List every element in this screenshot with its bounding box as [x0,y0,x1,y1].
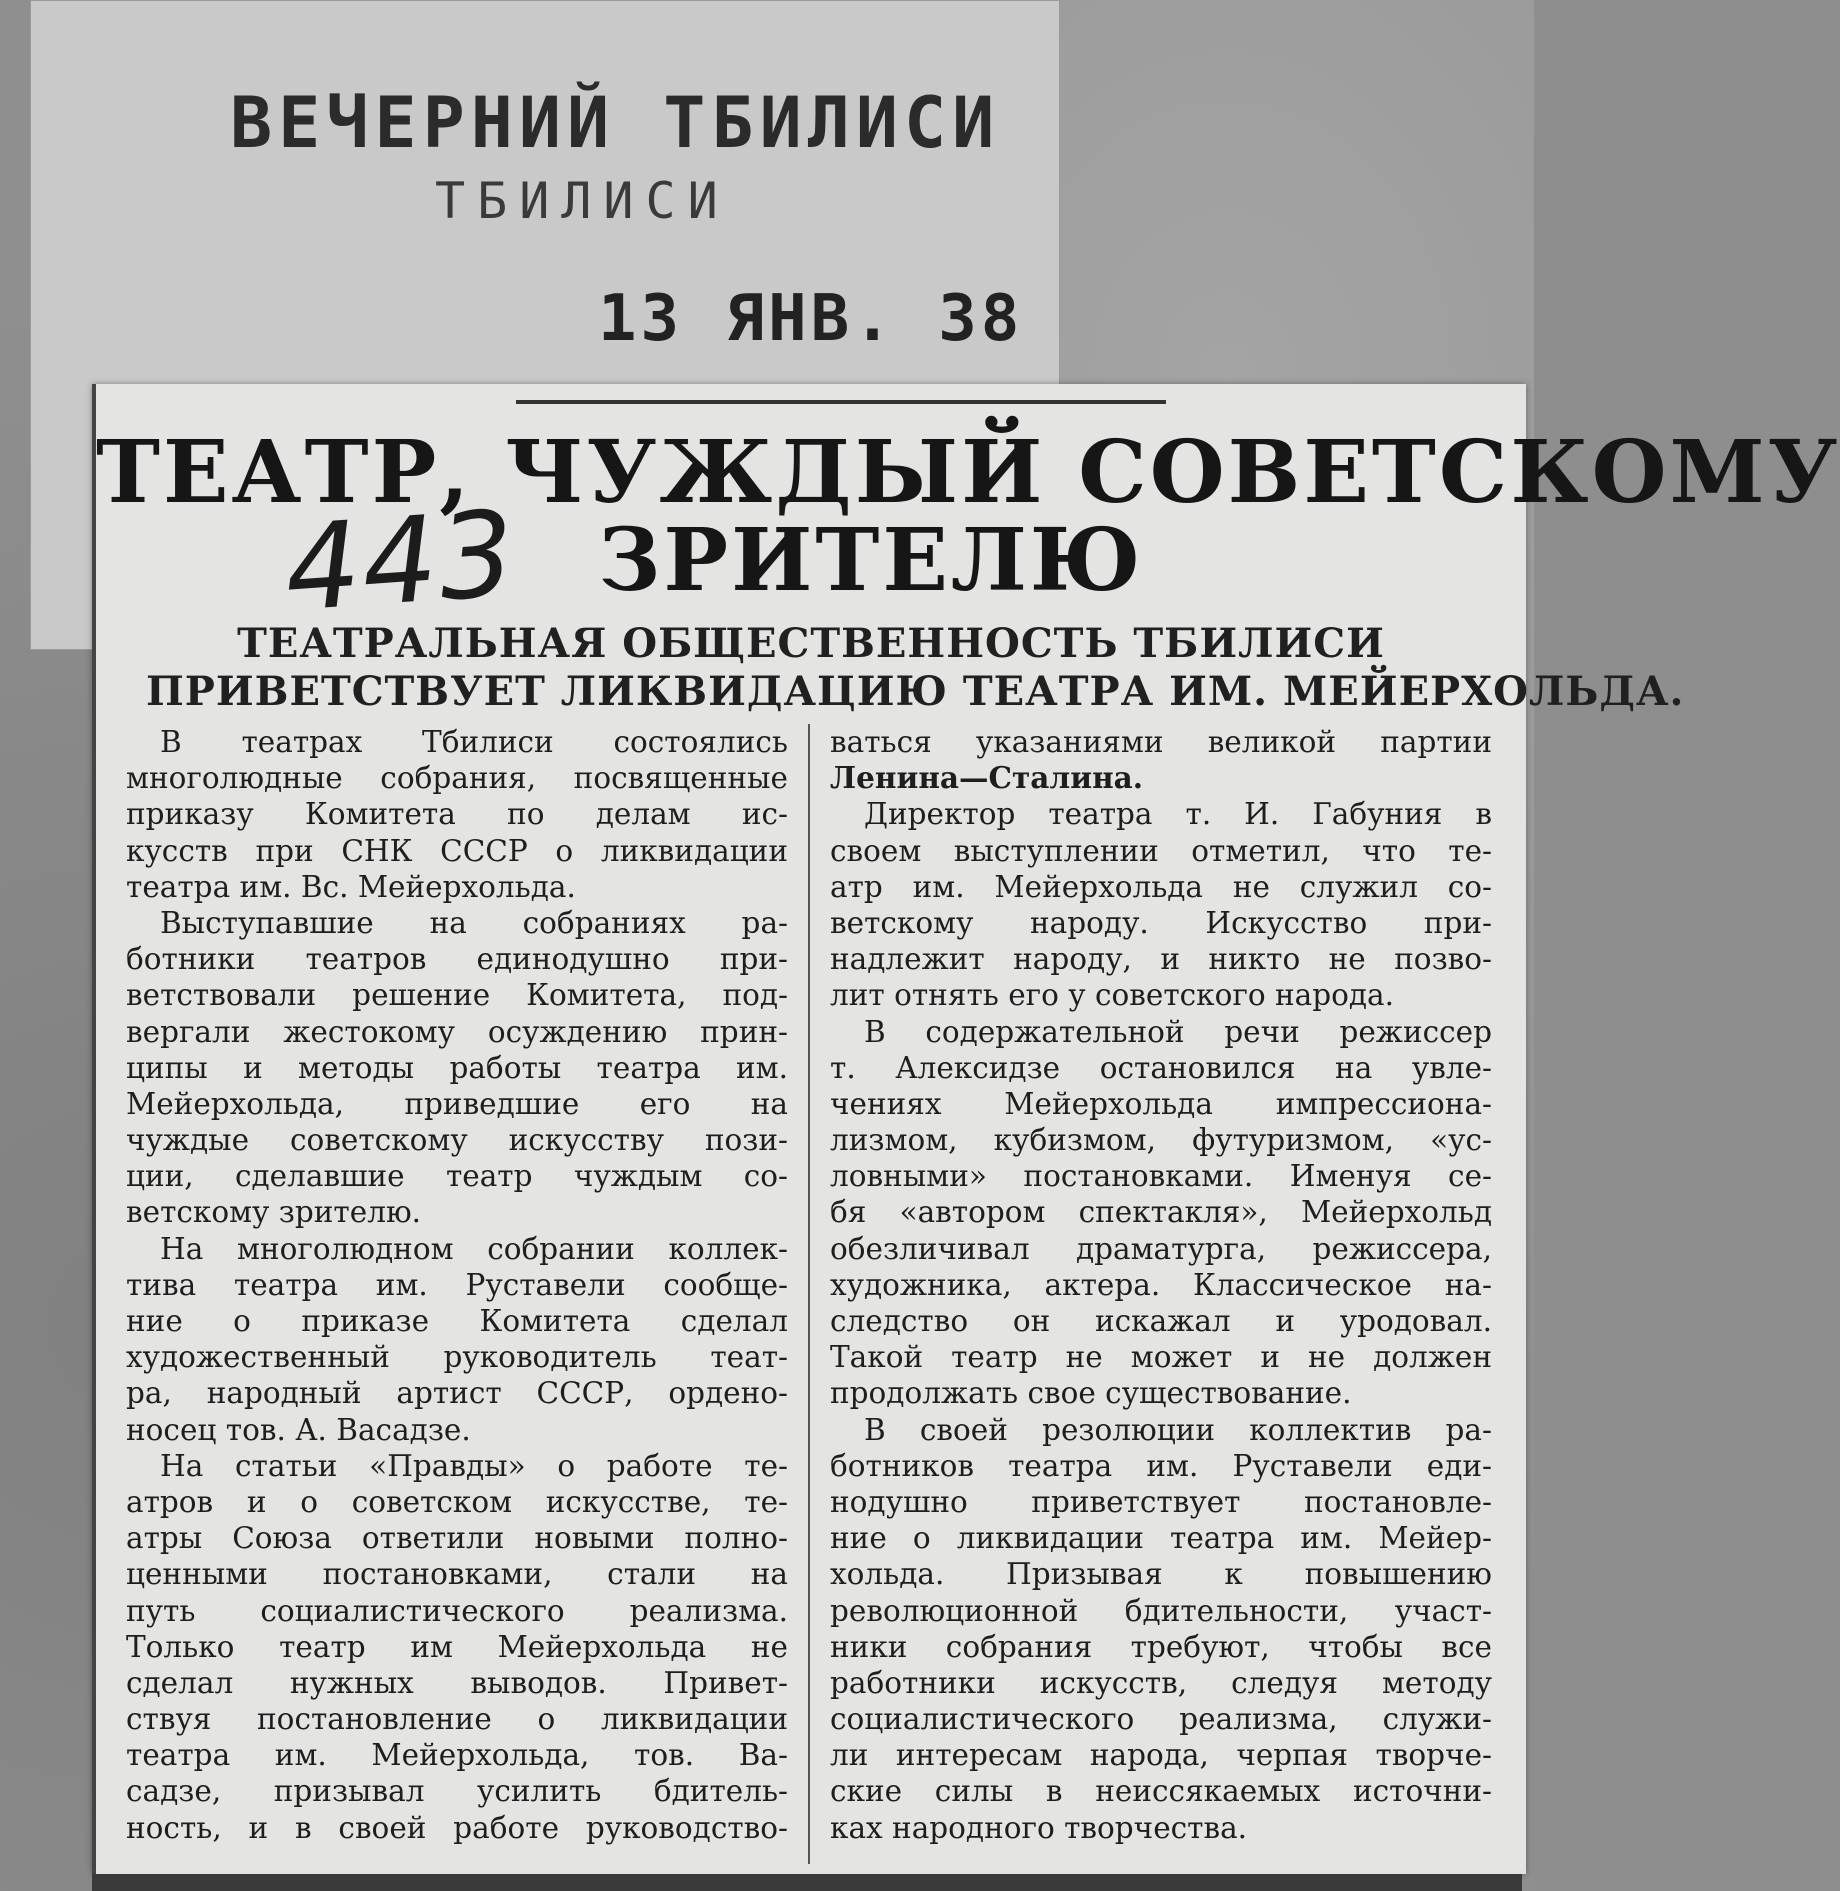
article-line: Мейерхольда, приведшие его на [126,1086,788,1121]
article-line: чуждые советскому искусству пози- [126,1123,788,1158]
article-line: продолжать свое существование. [830,1376,1352,1411]
article-line: ветскому народу. Искусство при- [830,905,1492,940]
article-line: В театрах Тбилиси состоялись [160,725,788,759]
article-line: тива театра им. Руставели сообще- [126,1267,788,1302]
article-line: садзе, призывал усилить бдитель- [126,1774,788,1809]
article-line: ботников театра им. Руставели еди- [830,1448,1492,1483]
article-line: ники собрания требуют, чтобы все [830,1629,1492,1664]
article-line: На многолюдном собрании коллек- [160,1231,788,1266]
article-line: В своей резолюции коллектив ра- [864,1412,1492,1447]
newspaper-name-stamp: ВЕЧЕРНИЙ ТБИЛИСИ [230,82,1001,164]
article-line: своем выступлении отметил, что те- [830,833,1492,868]
article-line: ловными» постановками. Именуя се- [830,1159,1492,1194]
article-line: революционной бдительности, участ- [830,1593,1492,1628]
article-line: ценными постановками, стали на [126,1557,788,1592]
article-line: ветскому зрителю. [126,1195,421,1230]
article-line: лизмом, кубизмом, футуризмом, «ус- [830,1123,1492,1158]
article-line: ли интересам народа, черпая творче- [830,1738,1492,1773]
article-line: вергали жестокому осуждению прин- [126,1014,788,1049]
article-line: атров и о советском искусстве, те- [126,1484,788,1519]
left-column [126,724,788,1846]
article-line: хольда. Призывая к повышению [830,1557,1492,1592]
article-line: ние о ликвидации театра им. Мейер- [830,1521,1492,1556]
article-line: атр им. Мейерхольда не служил со- [830,869,1492,904]
article-line: нодушно приветствует постановле- [830,1484,1492,1519]
article-line: Только театр им Мейерхольда не [126,1629,788,1664]
article-line: ции, сделавшие театр чуждым со- [126,1159,788,1194]
article-line: ботники театров единодушно при- [126,942,788,977]
bottom-edge [92,1874,1522,1891]
headline-line-2: ЗРИТЕЛЮ [598,510,1144,611]
article-line: бя «автором спектакля», Мейерхольд [830,1195,1492,1230]
article-line: театра им. Вс. Мейерхольда. [126,869,576,904]
article-line: ках народного творчества. [830,1810,1248,1845]
article-line: работники искусств, следуя методу [830,1665,1492,1700]
top-rule [516,400,1166,404]
article-line: надлежит народу, и никто не позво- [830,942,1492,977]
article-line: многолюдные собрания, посвященные [126,761,788,796]
article-line: ствуя постановление о ликвидации [126,1702,788,1737]
article-line: социалистического реализма, служи- [830,1702,1492,1737]
article-line: Ленина—Сталина. [830,760,1144,796]
article-line: сделал нужных выводов. Привет- [126,1665,788,1700]
headline-line-1: ТЕАТР, ЧУЖДЫЙ СОВЕТСКОМУ [96,422,1840,523]
article-line: Выступавшие на собраниях ра- [160,905,788,940]
article-line: Директор театра т. И. Габуния в [864,797,1492,832]
article-line: носец тов. А. Васадзе. [126,1412,471,1447]
article-line: кусств при СНК СССР о ликвидации [126,833,788,868]
article-line: ветствовали решение Комитета, под- [126,978,788,1013]
article-line: художественный руководитель теат- [126,1340,788,1375]
article-line: чениях Мейерхольда импрессиона- [830,1086,1492,1121]
article-line: В содержательной речи режиссер [864,1014,1492,1049]
article-line: лит отнять его у советского народа. [830,978,1395,1013]
subheadline-line-1: ТЕАТРАЛЬНАЯ ОБЩЕСТВЕННОСТЬ ТБИЛИСИ [237,620,1385,667]
handwritten-number: 443 [280,484,521,638]
article-line: художника, актера. Классическое на- [830,1267,1492,1302]
article-body [126,724,1506,1854]
article-line: На статьи «Правды» о работе те- [160,1448,788,1483]
article-line: следство он искажал и уродовал. [830,1304,1492,1338]
article-line: ские силы в неиссякаемых источни- [830,1774,1492,1809]
date-stamp: 13 ЯНВ. 38 [598,282,1024,356]
city-stamp: ТБИЛИСИ [435,172,730,230]
article-line: Такой театр не может и не должен [830,1340,1492,1375]
right-column [830,724,1492,1846]
article-line: атры Союза ответили новыми полно- [126,1521,788,1556]
article-line: ние о приказе Комитета сделал [126,1304,788,1338]
article-line: ность, и в своей работе руководство- [126,1810,788,1845]
article-line: ваться указаниями великой партии [830,725,1492,759]
subheadline-line-2: ПРИВЕТСТВУЕТ ЛИКВИДАЦИЮ ТЕАТРА ИМ. МЕЙЕРХОЛЬДА. [146,668,1685,715]
article-line: ра, народный артист СССР, ордено- [126,1376,788,1411]
article-line: обезличивал драматурга, режиссера, [830,1231,1492,1266]
article-line: т. Алексидзе остановился на увле- [830,1050,1492,1085]
article-line: приказу Комитета по делам ис- [126,797,788,832]
article-line: ципы и методы работы театра им. [126,1050,788,1085]
article-line: путь социалистического реализма. [126,1593,788,1628]
article-line: театра им. Мейерхольда, тов. Ва- [126,1738,788,1773]
column-divider [808,724,810,1864]
